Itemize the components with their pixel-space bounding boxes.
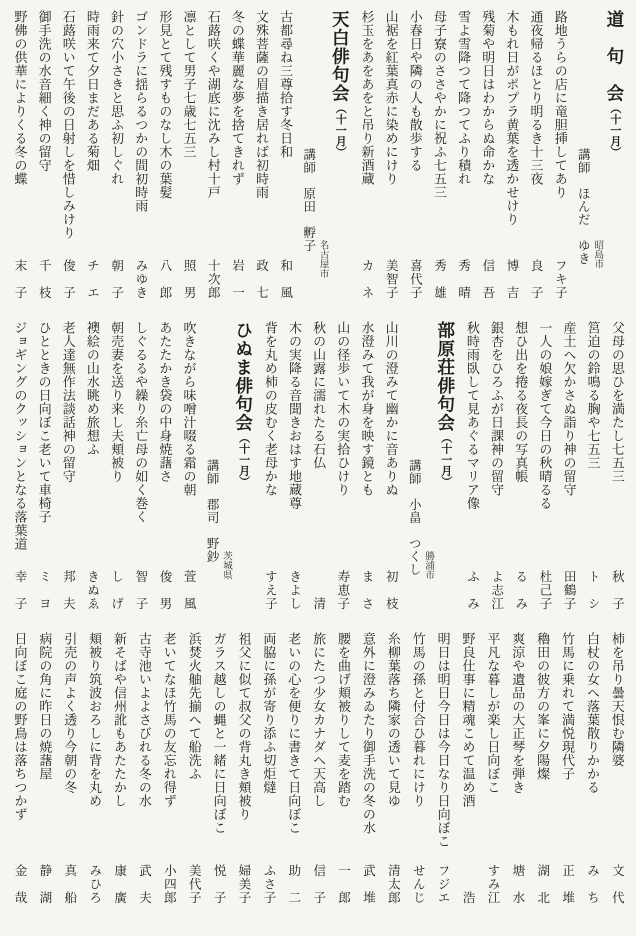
section-month-label: （十一月）	[608, 102, 621, 158]
author-name: 清	[311, 596, 326, 610]
section-header	[574, 10, 625, 321]
poem-text: 明日は明日今日は今日なり日向ぼこ	[435, 632, 451, 848]
poem-text: 病院の角に昨日の焼藷屋	[37, 632, 53, 781]
poem-column	[58, 10, 76, 321]
author-name: 金 哉	[13, 863, 28, 904]
section-location-label: 昭島市	[592, 240, 603, 269]
poem-column	[550, 10, 568, 321]
poem-text: 腰を曲げ頬被りして麦を踏む	[336, 632, 352, 808]
poem-column	[234, 632, 252, 928]
section-location-label: 名古屋市	[317, 240, 328, 278]
author-name: 十次郎	[206, 258, 221, 299]
poem-column	[511, 321, 529, 632]
poem-text: 老人達無作法談話神の留守	[60, 321, 76, 483]
author-name: 千 枝	[37, 258, 52, 299]
author-name: 照 男	[182, 258, 197, 299]
poem-text: 穭田の彼方の峯に夕陽燦	[535, 632, 551, 781]
author-name: 田鶴子	[562, 569, 577, 610]
poem-text: 路地うらの店に竜胆挿してあり	[552, 10, 568, 199]
author-name: 武 堆	[361, 863, 376, 904]
author-name: せんじ	[411, 863, 426, 904]
author-name: 静 湖	[37, 863, 52, 904]
poem-text: ひとときの日向ぼこ老いて車椅子	[36, 321, 52, 524]
poem-text: 平凡な暮しが楽し日向ぼこ	[485, 632, 501, 794]
section-month-label: （十一月）	[439, 432, 452, 487]
poem-column	[433, 632, 451, 928]
author-name: 信 吾	[480, 258, 495, 299]
author-name: 喜代子	[408, 258, 423, 299]
poem-text: 木の実降る音聞きおはす地蔵尊	[286, 321, 302, 510]
poem-text: 冬の蝶華麗な夢を捨てきれず	[229, 10, 245, 186]
author-name: 岩 一	[230, 258, 245, 299]
author-name: すえ子	[263, 569, 278, 610]
section-header	[405, 321, 456, 632]
poem-column	[285, 321, 303, 632]
section-month-label: （十一月）	[237, 432, 250, 487]
poem-text: 御手洗の水音細く神の留守	[36, 10, 52, 172]
poem-column	[82, 321, 100, 632]
poem-text: 木もれ日がポプラ黄葉を透かせけり	[504, 10, 520, 226]
author-name: 杜己子	[537, 569, 552, 610]
author-name: 和 風	[278, 258, 293, 299]
poem-text: 山裾を紅葉真赤に染めにけり	[383, 10, 399, 186]
poem-column	[408, 632, 426, 928]
poem-column	[259, 632, 277, 928]
section-title-text: ひぬま俳句会	[233, 321, 254, 432]
poem-column	[260, 321, 278, 632]
poem-column	[559, 321, 577, 632]
section-lecturer-line: 講師 ほんだ ゆき	[576, 148, 591, 265]
section-title	[328, 10, 352, 321]
poem-column	[284, 632, 302, 928]
author-name: 秀 雄	[432, 258, 447, 299]
poem-column	[155, 321, 173, 632]
poem-column	[203, 10, 221, 321]
author-name: 秀 晴	[456, 258, 471, 299]
poem-column	[159, 632, 177, 928]
poem-column	[184, 632, 202, 928]
section-title	[231, 321, 255, 632]
author-name: よ志江	[489, 569, 504, 610]
poem-text: 残菊や明日はわからぬ命かな	[480, 10, 496, 186]
poem-column	[227, 10, 245, 321]
poem-column	[155, 10, 173, 321]
author-name: ふさ子	[261, 863, 276, 904]
poem-column	[454, 10, 472, 321]
author-name: る み	[513, 569, 528, 610]
poem-column	[381, 321, 399, 632]
poem-text: 旅にたつ少女カナダへ天高し	[311, 632, 327, 808]
section-title-text: 道 句 会	[604, 10, 625, 103]
poem-text: 竹馬に乗れて満悦現代子	[560, 632, 576, 781]
poem-column	[333, 321, 351, 632]
poem-text: 老いの心を便りに書きて日向ぼこ	[286, 632, 302, 835]
author-name: 智 子	[133, 569, 148, 610]
poem-column	[131, 321, 149, 632]
poem-column	[478, 10, 496, 321]
author-name: し げ	[109, 569, 124, 610]
section-lecturer-line: 講師 郡司 野鈔	[205, 459, 220, 563]
poem-text: 柿を吊り曇天恨む隣婆	[609, 632, 625, 767]
section-title-text: 天白俳句会	[330, 10, 351, 103]
author-name: 文 代	[610, 863, 625, 904]
author-name: 邦 夫	[61, 569, 76, 610]
poem-text: 通夜帰るほとり明るき十三夜	[528, 10, 544, 186]
poem-column	[10, 10, 28, 321]
poem-column	[179, 10, 197, 321]
poem-text: 秋の山露に濡れたる石仏	[311, 321, 327, 470]
author-name: 真 船	[62, 863, 77, 904]
poem-text: 爽涼や遺品の大正琴を弾き	[510, 632, 526, 794]
author-name: 美智子	[384, 258, 399, 299]
poem-column	[209, 632, 227, 928]
poem-column	[357, 10, 375, 321]
poem-text: 祖父に似て叔父の背丸き頬被り	[236, 632, 252, 821]
poem-column	[358, 632, 376, 928]
poem-text: 凛として男子七歳七五三	[181, 10, 197, 159]
poem-column	[607, 632, 625, 928]
author-name: 婦美子	[237, 863, 252, 904]
poem-text: 白杖の女へ落葉散りかかる	[584, 632, 600, 794]
poem-text: 一人の娘嫁ぎて今日の秋晴るる	[537, 321, 553, 510]
poem-text: 山の径歩いて木の実拾ひけり	[335, 321, 351, 497]
poem-column	[309, 632, 327, 928]
poem-text: 朝売妻を送り来し夫頬被り	[109, 321, 125, 483]
author-name: 一 郎	[336, 863, 351, 904]
author-name: 良 子	[529, 258, 544, 299]
poem-column	[179, 321, 197, 632]
poem-text: ガラス越しの蝿と一緒に日向ぼこ	[211, 632, 227, 835]
poem-text: 頬被り筑波おろしに背を丸め	[87, 632, 103, 808]
poem-text: 時雨来て夕日まだある菊畑	[84, 10, 100, 172]
author-name: 清太郎	[386, 863, 401, 904]
author-name: フキ子	[553, 258, 568, 299]
author-name: きぬゑ	[85, 569, 100, 610]
author-name: きよし	[287, 569, 302, 610]
poem-column	[462, 321, 480, 632]
author-name: みゆき	[133, 258, 148, 299]
section-lecturer-line: 講師 原田 孵子	[301, 148, 316, 252]
poem-text: ゴンドラに揺らるつかの間初時雨	[133, 10, 149, 213]
poem-column	[134, 632, 152, 928]
poem-column	[429, 10, 447, 321]
poem-text: 老いてなほ竹馬の友忘れ得ず	[161, 632, 177, 808]
poem-column	[10, 321, 28, 632]
poem-text: 針の穴小さきと思ふ初しぐれ	[109, 10, 125, 186]
band-middle	[10, 321, 626, 632]
author-name: 萱 風	[182, 569, 197, 610]
author-name: 悦 子	[212, 863, 227, 904]
author-name: 朝 子	[109, 258, 124, 299]
poem-column	[34, 321, 52, 632]
author-name: 美代子	[187, 863, 202, 904]
poem-column	[10, 632, 28, 928]
author-name: みひろ	[87, 863, 102, 904]
poem-column	[60, 632, 78, 928]
author-name: ミ ヨ	[37, 569, 52, 610]
poem-column	[334, 632, 352, 928]
author-name: み ち	[585, 863, 600, 904]
poem-text: 母子寮のささやかに祝ふ七五三	[431, 10, 447, 199]
author-name: 正 堆	[560, 863, 575, 904]
author-name: 康 廣	[112, 863, 127, 904]
poem-text: 引売の声よく透り今朝の冬	[62, 632, 78, 794]
poem-column	[383, 632, 401, 928]
poem-text: 銀杏をひろふが日課神の留守	[489, 321, 505, 497]
poem-column	[583, 321, 601, 632]
author-name: 助 二	[286, 863, 301, 904]
poem-text: 古都尋ね三尊拾す冬日和	[278, 10, 294, 159]
poem-text: 吹きながら味噌汁啜る霜の朝	[181, 321, 197, 497]
author-name: 秋 子	[610, 569, 625, 610]
poem-text: 野良仕事に精魂こめて温め酒	[460, 632, 476, 808]
poem-column	[526, 10, 544, 321]
poem-text: 浜焚火舳先揃へて船洗ふ	[186, 632, 202, 781]
poem-column	[252, 10, 270, 321]
poem-column	[82, 10, 100, 321]
poem-text: 杉玉をあをあをと吊り新酒蔵	[359, 10, 375, 186]
poem-column	[535, 321, 553, 632]
author-name: 信 子	[311, 863, 326, 904]
section-location-label: 茨城県	[221, 551, 232, 580]
poem-text: 父母の思ひを満たし七五三	[609, 321, 625, 483]
poem-text: 日向ぼこ庭の野鳥は落ちつかず	[12, 632, 28, 821]
poem-text: 糸柳葉落ち隣家の透いて見ゆ	[385, 632, 401, 808]
author-name: フジエ	[436, 863, 451, 904]
poem-text: 両脇に孫が寄り添ふ切炬燵	[261, 632, 277, 794]
section-title	[602, 10, 626, 321]
band-bottom	[10, 632, 626, 928]
poem-text: 襖絵の山水眺め旅想ふ	[84, 321, 100, 456]
poem-column	[85, 632, 103, 928]
poem-column	[405, 10, 423, 321]
author-name: ト シ	[586, 569, 601, 610]
author-name: 寿恵子	[335, 569, 350, 610]
poem-column	[533, 632, 551, 928]
poem-column	[502, 10, 520, 321]
author-name: カ ネ	[360, 258, 375, 299]
author-name: ま さ	[360, 569, 375, 610]
author-name: 幸 子	[13, 569, 28, 610]
poem-column	[487, 321, 505, 632]
poem-column	[381, 10, 399, 321]
poem-column	[458, 632, 476, 928]
poem-column	[508, 632, 526, 928]
author-name: チ エ	[85, 258, 100, 299]
poem-column	[309, 321, 327, 632]
poem-text: 想ひ出を捲る夜長の写真帳	[513, 321, 529, 483]
author-name: 小四郎	[162, 863, 177, 904]
author-name: すみ江	[485, 863, 500, 904]
poem-column	[34, 10, 52, 321]
poem-text: 形見とて残すものなし木の葉髪	[157, 10, 173, 199]
poem-text: 野佛の供華によりくる冬の蝶	[12, 10, 28, 186]
poem-text: ジョギングのクッションとなる落葉道	[12, 321, 28, 551]
poem-column	[276, 10, 294, 321]
poem-column	[582, 632, 600, 928]
poem-text: 竹馬の孫と付合ひ暮れにけり	[410, 632, 426, 808]
poem-text: 産土へ欠かさぬ詣り神の留守	[561, 321, 577, 497]
poem-text: しぐるるや繰り糸亡母の如く巻く	[133, 321, 149, 524]
poem-column	[107, 10, 125, 321]
poem-text: 古寺池いよよさびれる冬の水	[136, 632, 152, 808]
author-name: 武 夫	[137, 863, 152, 904]
section-title-text: 部原荘俳句会	[435, 321, 456, 432]
poem-text: 小春日や隣の人も散歩する	[407, 10, 423, 172]
poem-column	[110, 632, 128, 928]
poem-text: 新そばや信州訛もあたたかし	[112, 632, 128, 808]
author-name: 塘 水	[510, 863, 525, 904]
poem-text: あたたかき袋の中身焼藷さ	[157, 321, 173, 483]
poem-column	[558, 632, 576, 928]
section-header	[300, 10, 351, 321]
poem-column	[58, 321, 76, 632]
section-title	[433, 321, 457, 632]
author-name: 俊 子	[61, 258, 76, 299]
poem-column	[131, 10, 149, 321]
section-location-label: 勝浦市	[423, 551, 434, 580]
band-top	[10, 10, 626, 321]
poem-text: 山川の澄みて幽かに音ありぬ	[383, 321, 399, 497]
poem-text: 水澄みて我が身を映す鏡とも	[359, 321, 375, 497]
poem-column	[607, 321, 625, 632]
poem-column	[483, 632, 501, 928]
author-name: 博 吉	[504, 258, 519, 299]
section-lecturer-line: 講師 小畠 つくし	[407, 459, 422, 576]
poem-column	[35, 632, 53, 928]
poem-column	[107, 321, 125, 632]
author-name: 初 枝	[384, 569, 399, 610]
poem-text: 秋時雨臥して見あぐるマリア像	[464, 321, 480, 510]
poem-text: 意外に澄みゐたり御手洗の冬の水	[360, 632, 376, 835]
author-name: 末 子	[13, 258, 28, 299]
section-header	[203, 321, 254, 632]
author-name: 浩	[461, 890, 476, 904]
poem-text: 石蕗咲いて午後の日射しを惜しみけり	[60, 10, 76, 240]
poem-text: 石蕗咲くや湖底に沈みし村十戸	[205, 10, 221, 199]
author-name: 湖 北	[535, 863, 550, 904]
poem-text: 筥迫の鈴鳴る胸や七五三	[585, 321, 601, 470]
author-name: 八 郎	[157, 258, 172, 299]
poem-column	[357, 321, 375, 632]
poem-text: 文殊菩薩の眉描き居れば初時雨	[254, 10, 270, 199]
author-name: ふ み	[465, 569, 480, 610]
author-name: 俊 男	[157, 569, 172, 610]
poem-text: 背を丸め柿の皮むく老母かな	[262, 321, 278, 497]
author-name: 政 七	[254, 258, 269, 299]
section-month-label: （十一月）	[334, 102, 347, 158]
poem-text: 雪よ雪降つて降つてふり積れ	[456, 10, 472, 186]
